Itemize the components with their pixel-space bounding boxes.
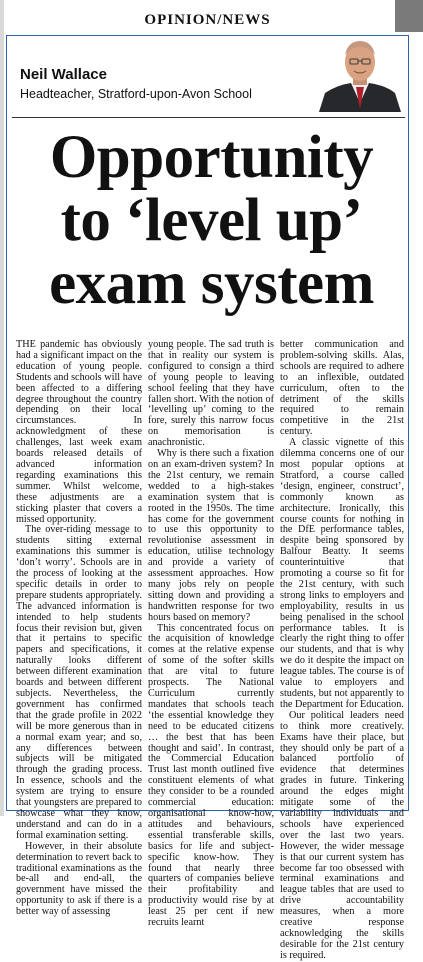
author-name: Neil Wallace: [20, 66, 107, 83]
paragraph: better communication and problem-solving skills. Alas, schools are required to adhere to an inflexible, outdated curriculum, often to the detriment of the skills required to remain competitive in the 21st century.: [280, 339, 404, 438]
paragraph: young people. The sad truth is that in reality our system is configured to consign a third of young people to leaving school feeling that they have fallen short. With the notion of ‘levelling up’ coming to the fore, surely this narrow focus on memorisation is anachronistic.: [148, 339, 274, 449]
author-role: Headteacher, Stratford-upon-Avon School: [20, 87, 252, 101]
headline-line-3: exam system: [49, 250, 374, 317]
article-column-3: [280, 340, 404, 962]
paragraph: A classic vignette of this dilemma concerns one of our most popular options at Stratford, a course called ‘design, engineer, construct’, commonly known as architecture. Ironically, this course counts for nothing in the DfE performance tables, despite being sponsored by Balfour Beatty. It seems counterintuitive that promoting a course so fit for the 21st century, with such strong links to employers and employability, results in us being penalised in the school performance tables. It is clearly the right thing to offer our students, and that is why we do it despite the impact on league tables. The course is of value to employers and students, but not apparently to the Department for Education.: [280, 437, 404, 710]
header-divider: [12, 117, 405, 118]
headline-line-2: to ‘level up’: [60, 187, 363, 254]
headline: [10, 126, 413, 315]
paragraph: THE pandemic has obviously had a significant impact on the education of young people. Students and schools will have been affected to a differing degree throughout the country depending on their local circumstances. In acknowledgment of these challenges, last week exam boards released details of advanced information regarding examinations this summer. Whilst welcome, these adjustments are a sticking plaster that covers a missed opportunity.: [16, 339, 142, 525]
article-column-1: [16, 340, 142, 918]
article-column-2: [148, 340, 274, 929]
page-edge: [0, 0, 4, 816]
section-header: OPINION/NEWS: [144, 12, 271, 28]
paragraph: This concentrated focus on the acquisition of knowledge comes at the relative expense of some of the softer skills that are vital to future prospects. The National Curriculum currently mandates that schools teach ‘the essential knowledge they need to be educated citizens … the best that has been thought and said’. In contrast, the Commercial Education Trust last month outlined five constituent elements of what they consider to be a rounded commercial education: organisational know-how, attitudes and behaviours, essential transferable skills, basics for life and subject-specific know-how. They found that nearly three quarters of companies believe their profitability and productivity would rise by at least 25 per cent if new recruits learnt: [148, 622, 274, 929]
paragraph: Our political leaders need to think more creatively. Exams have their place, but they should only be part of a balanced portfolio of evidence that determines grades in future. Tinkering around the edges might mitigate some of the variability individuals and schools have experienced over the last two years. However, the wider message is that our current system has become far too obsessed with terminal examinations and league tables that are used to drive accountability measures, when a more creative response acknowledging the skills desirable for the 21st century is required.: [280, 709, 404, 961]
paragraph: The over-riding message to students sitting external examinations this summer is ‘don’t worry’. Schools are in the process of looking at the specific details in order to prepare students appropriately. The advanced information is intended to help students focus their revision but, given that it pertains to specific papers and specifications, it naturally looks different between different examination boards and between different subjects. Nevertheless, the government has confirmed that the grade profile in 2022 will be more generous than in a normal exam year; and so, any differences between subjects will be mitigated through the grading process. In essence, schools and the system are trying to ensure that youngsters are prepared to showcase what they know, understand and can do in a formal examination setting.: [16, 524, 142, 841]
paragraph: Why is there such a fixation on an exam-driven system? In the 21st century, we remain wedded to a high-stakes examination system that is rooted in the 1950s. The time has come for the government to use this opportunity to revolutionise assessment in education, utilise technology and provide a variety of assessment approaches. How many jobs rely on people sitting down and providing a handwritten response for two hours based on memory?: [148, 448, 274, 623]
author-photo: [315, 37, 405, 112]
headline-line-1: Opportunity: [49, 124, 374, 191]
paragraph: However, in their absolute determination to revert back to traditional examinations as the be-all and end-all, the government have missed the opportunity to ask if there is a better way of assessing: [16, 840, 142, 918]
